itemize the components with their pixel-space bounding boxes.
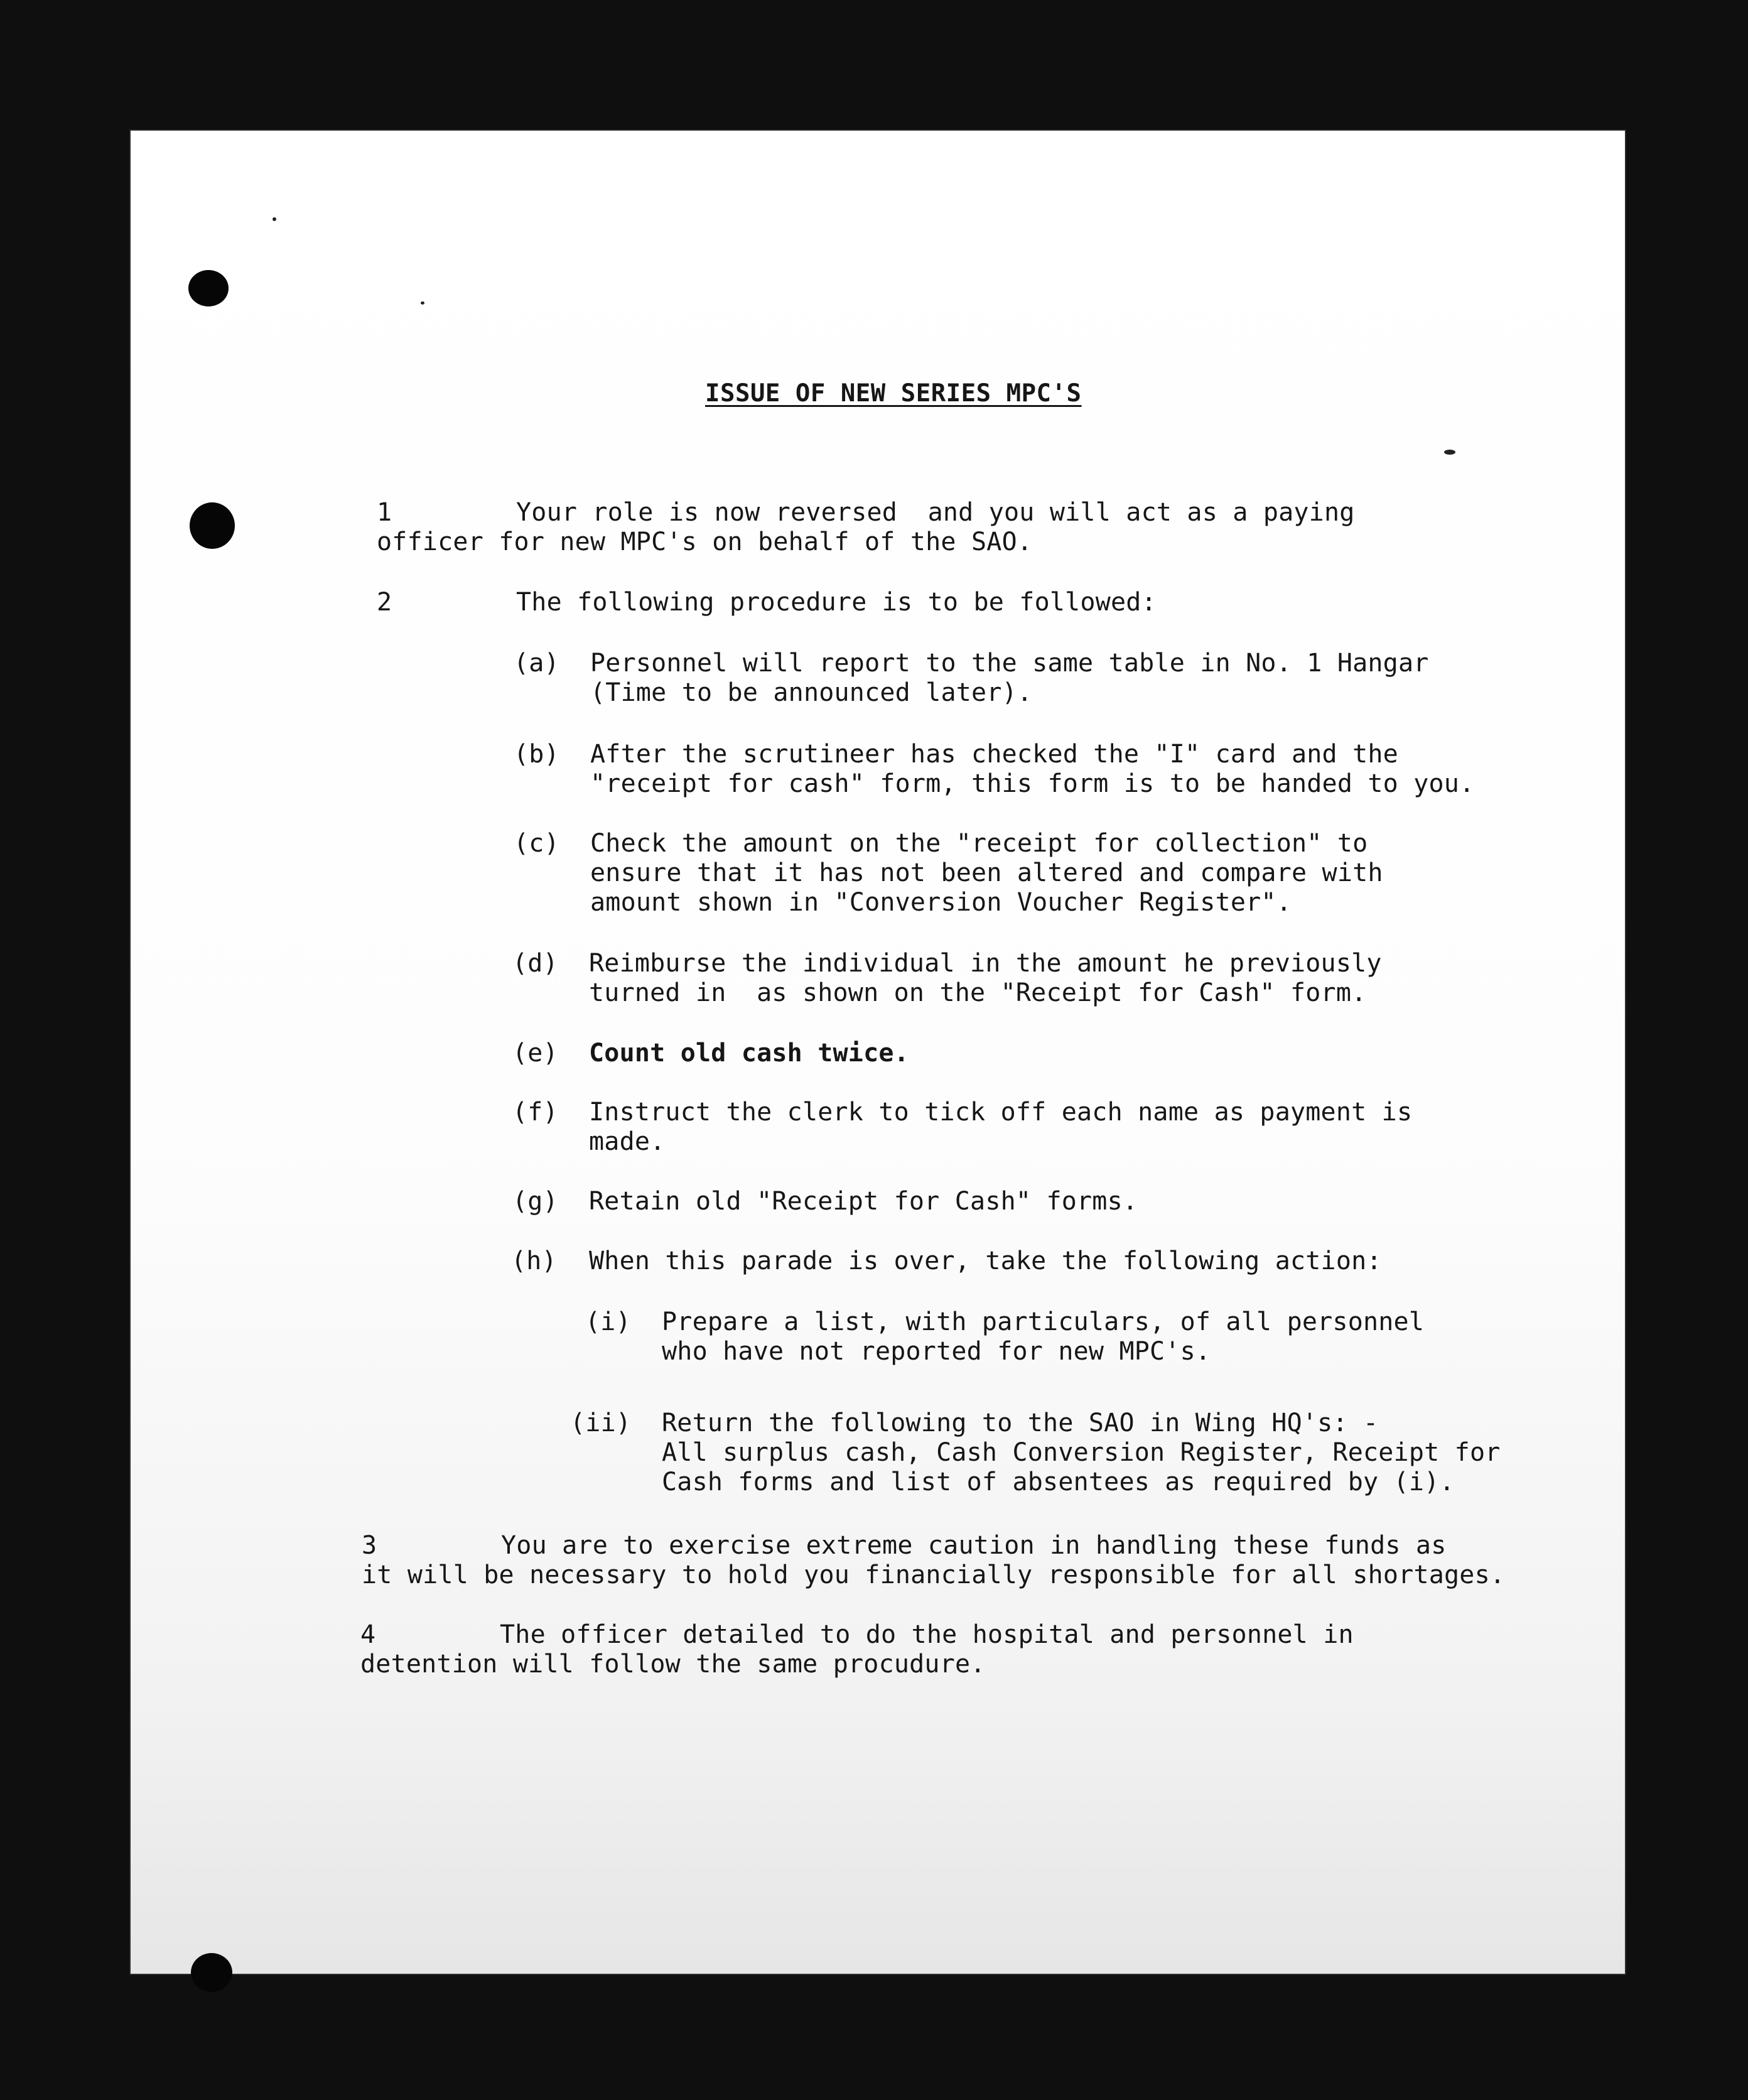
list-item <box>512 1039 909 1068</box>
list-item-line: Personnel will report to the same table in No. 1 Hangar <box>590 649 1429 678</box>
paragraph-1 <box>377 498 1355 557</box>
paragraph-line: Your role is now reversed and you will act as a paying <box>516 498 1355 527</box>
paragraph-4 <box>360 1620 1354 1679</box>
list-item-label: (h) <box>511 1247 557 1275</box>
list-item-label: (b) <box>514 740 559 769</box>
sub-list-item-line: All surplus cash, Cash Conversion Register, Receipt for <box>662 1438 1501 1467</box>
list-item-line: "receipt for cash" form, this form is to be handed to you. <box>590 769 1475 798</box>
list-item-label: (a) <box>514 649 559 678</box>
list-item-line: Instruct the clerk to tick off each name as payment is <box>589 1098 1413 1127</box>
list-item-label: (c) <box>514 829 559 858</box>
list-item-label: (f) <box>512 1098 558 1127</box>
document-page <box>131 131 1625 1974</box>
paragraph-line: detention will follow the same procudure. <box>360 1650 986 1679</box>
list-item-label: (g) <box>512 1187 558 1216</box>
sub-list-item-line: Prepare a list, with particulars, of all personnel <box>662 1307 1425 1336</box>
paragraph-line: it will be necessary to hold you financially responsible for all shortages. <box>362 1561 1506 1589</box>
paragraph-number: 1 <box>377 498 392 527</box>
paragraph-line: You are to exercise extreme caution in handling these funds as <box>501 1531 1447 1560</box>
list-item-label: (d) <box>512 949 558 978</box>
list-item <box>514 649 1429 708</box>
list-item-line: (Time to be announced later). <box>590 678 1033 707</box>
list-item <box>512 1187 1138 1216</box>
document-body <box>131 131 1625 1974</box>
list-item-line: made. <box>589 1127 666 1156</box>
list-item-line: After the scrutineer has checked the "I" card and the <box>590 740 1398 769</box>
list-item-line: Count old cash twice. <box>589 1039 909 1068</box>
list-item-label: (e) <box>512 1039 558 1068</box>
paragraph-2 <box>377 588 1157 617</box>
paragraph-line: The following procedure is to be followed: <box>516 588 1157 617</box>
sub-list-item-label: (i) <box>585 1307 631 1336</box>
paragraph-number: 4 <box>360 1620 376 1649</box>
list-item <box>511 1247 1382 1276</box>
sub-list-item-line: Return the following to the SAO in Wing HQ's: - <box>662 1409 1379 1437</box>
list-item <box>512 949 1382 1008</box>
paragraph-3 <box>362 1531 1505 1590</box>
page-title: ISSUE OF NEW SERIES MPC'S <box>705 379 1082 408</box>
list-item-line: amount shown in "Conversion Voucher Register". <box>590 888 1292 917</box>
list-item-line: turned in as shown on the "Receipt for Cash" form. <box>589 978 1367 1007</box>
list-item-line: ensure that it has not been altered and compare with <box>590 858 1383 887</box>
list-item <box>512 1098 1412 1157</box>
list-item-line: Check the amount on the "receipt for collection" to <box>590 829 1368 858</box>
sub-list-item-line: who have not reported for new MPC's. <box>662 1337 1211 1366</box>
sub-list-item <box>585 1307 1424 1367</box>
sub-list-item-label: (ii) <box>570 1409 632 1437</box>
sub-list-item <box>570 1409 1501 1497</box>
paragraph-number: 3 <box>362 1531 377 1560</box>
list-item-line: Reimburse the individual in the amount he previously <box>589 949 1382 978</box>
list-item <box>514 740 1474 799</box>
paragraph-number: 2 <box>377 588 392 617</box>
paragraph-line: officer for new MPC's on behalf of the SAO. <box>377 528 1033 556</box>
list-item-line: When this parade is over, take the following action: <box>589 1247 1382 1275</box>
list-item <box>514 829 1383 917</box>
list-item-line: Retain old "Receipt for Cash" forms. <box>589 1187 1138 1216</box>
sub-list-item-line: Cash forms and list of absentees as required by (i). <box>662 1468 1455 1497</box>
paragraph-line: The officer detailed to do the hospital and personnel in <box>500 1620 1354 1649</box>
